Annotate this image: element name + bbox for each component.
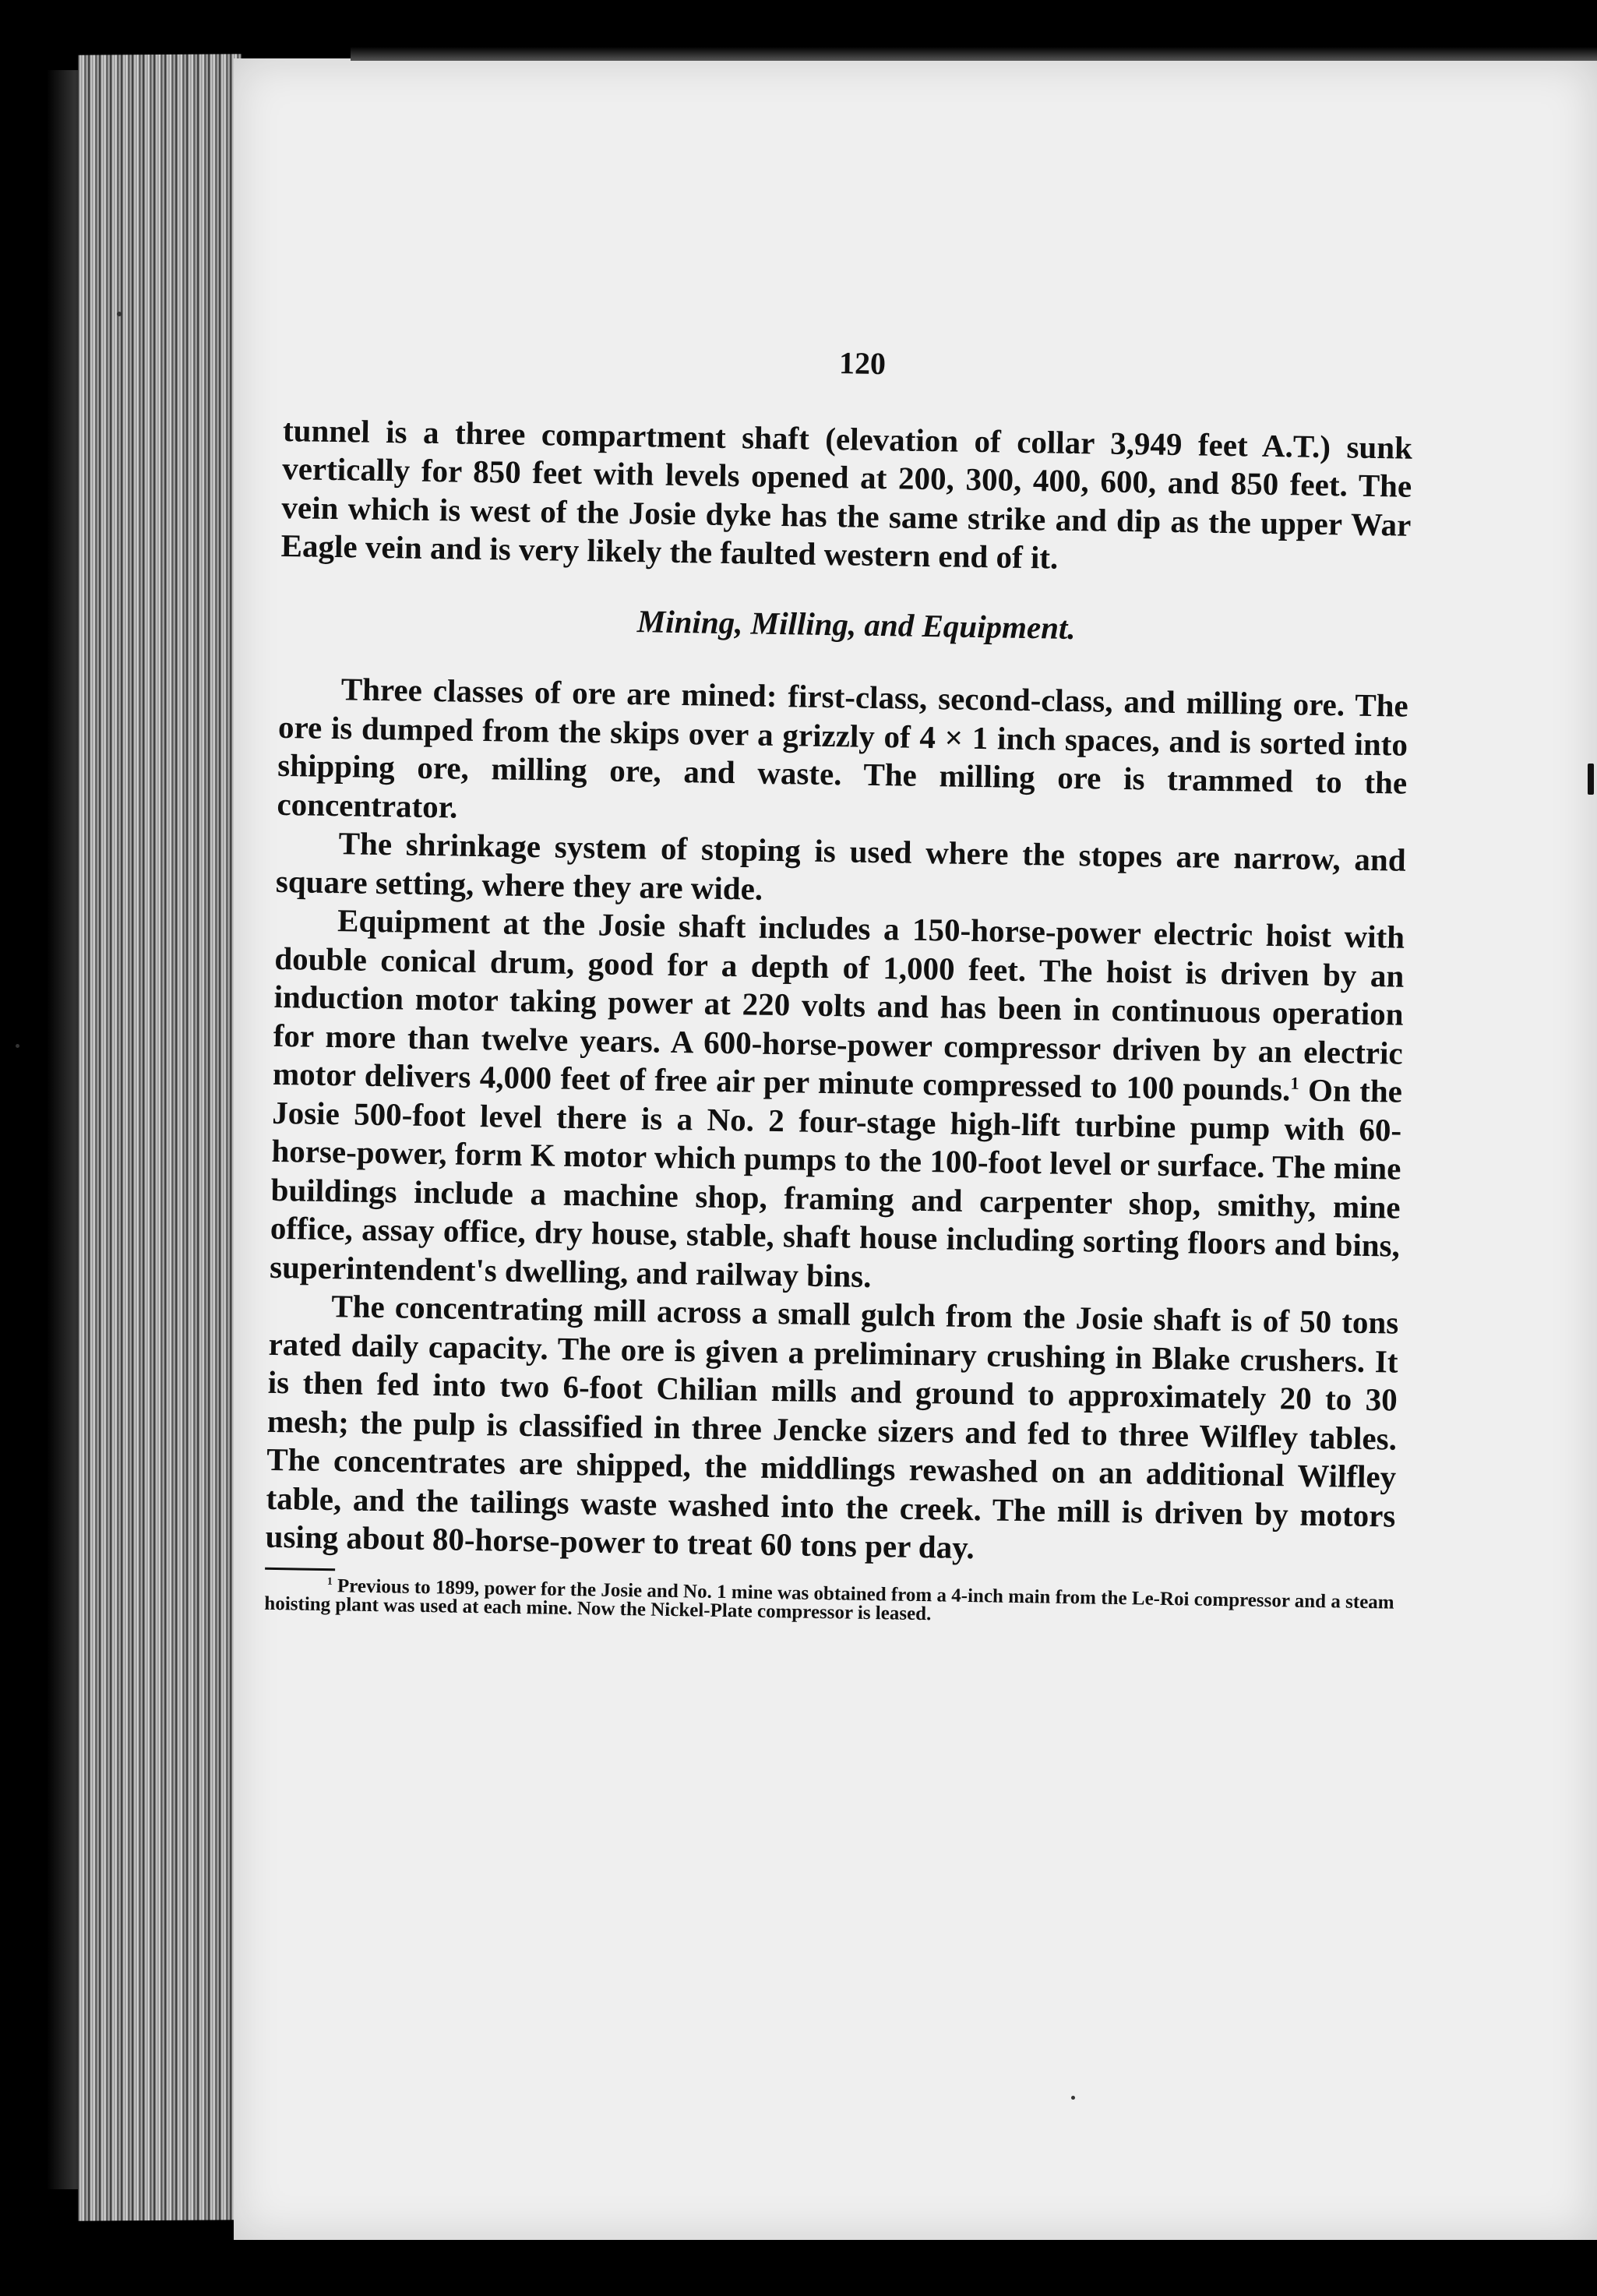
footnote-text: Previous to 1899, power for the Josie and No. 1 mine was obtained from a 4-inch main from the Le-Roi compressor and a steam hoisting plant was used at each mine. Now the Nickel-Plate compressor is leased. (264, 1575, 1394, 1624)
footnote-marker: 1 (326, 1575, 333, 1587)
page-text (264, 335, 1414, 1631)
speck (1071, 2096, 1075, 2100)
footnote-reference: 1 (1290, 1073, 1300, 1093)
paragraph: The shrinkage system of stoping is used where the stopes are narrow, and square setting, where they are wide. (275, 825, 1406, 907)
paragraph: tunnel is a three compartment shaft (elevation of collar 3,949 feet A.T.) sunk vertically for 850 feet with levels opened at 200, 300, 400, 600, and 850 feet. The vein which is west of the Josie dyke has the same strike and dip as the upper War Eagle vein and is very likely the faulted western end of it. (280, 411, 1413, 576)
page-top-shadow (351, 47, 1597, 61)
section-heading: Mining, Milling, and Equipment. (636, 602, 1076, 646)
paragraph (270, 901, 1405, 1304)
page-number: 120 (838, 345, 887, 382)
paragraph: The concentrating mill across a small gulch from the Josie shaft is of 50 tons rated daily capacity. The ore is given a preliminary crushing in Blake crushers. It is then fed into two 6-foot Chilian mills and ground to approximately 20 to 30 mesh; the pulp is classified in three Jencke sizers and fed to three Wilfley tables. The concentrates are shipped, the middlings rewashed on an additional Wilfley table, and the tailings waste washed into the creek. The mill is driven by motors using about 80-horse-power to treat 60 tons per day. (265, 1288, 1399, 1566)
paragraph-text: Equipment at the Josie shaft includes a 150-horse-power electric hoist with double conical drum, good for a depth of 1,000 feet. The hoist is driven by an induction motor taking power at 220 volts and has been in continuous operation for more than twelve years. A 600-horse-power compressor driven by an electric motor delivers 4,000 feet of free air per minute compressed to 100 pounds. (272, 902, 1405, 1108)
speck (16, 1044, 19, 1048)
paragraph: Three classes of ore are mined: first-class, second-class, and milling ore. The ore is dumped from the skips over a grizzly of 4 × 1 inch spaces, and is sorted into shipping ore, milling ore, and waste. The milling ore is trammed to the concentrator. (277, 671, 1409, 825)
book-page-edges (78, 54, 241, 2220)
footnote-divider (265, 1567, 335, 1570)
speck (117, 312, 122, 316)
speck (1588, 764, 1594, 795)
paragraph-text: On the Josie 500-foot level there is a No. 2 four-stage high-lift turbine pump with 60-horse-power, form K motor which pumps to the 100-foot level or surface. The mine buildings include a machine shop, framing and carpenter shop, smithy, mine office, assay office, dry house, stable, shaft house including sorting floors and bins, superintendent's dwelling, and railway bins. (269, 1071, 1403, 1294)
